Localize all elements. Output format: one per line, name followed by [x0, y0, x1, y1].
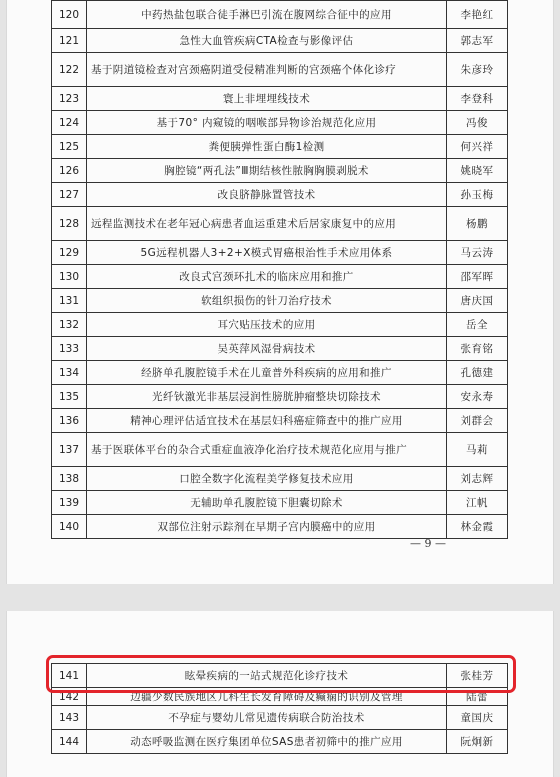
technology-title: 粪便胰弹性蛋白酶1检测: [87, 135, 447, 159]
table-row: [52, 491, 508, 515]
technology-title: 急性大血管疾病CTA检查与影像评估: [87, 29, 447, 53]
responsible-person: 马云涛: [447, 241, 508, 265]
table-row: [52, 207, 508, 241]
table-row: [52, 29, 508, 53]
technology-list-table-page-9: [51, 0, 508, 539]
technology-title: 基于70° 内窥镜的咽喉部异物诊治规范化应用: [87, 111, 447, 135]
responsible-person: 阮炯新: [447, 730, 508, 754]
responsible-person: 冯俊: [447, 111, 508, 135]
table-row: [52, 135, 508, 159]
row-number: 133: [52, 337, 87, 361]
technology-title: 改良式宫颈环扎术的临床应用和推广: [87, 265, 447, 289]
responsible-person: 安永寿: [447, 385, 508, 409]
row-number: 143: [52, 706, 87, 730]
row-number: 142: [52, 688, 87, 706]
table-row: [52, 706, 508, 730]
row-number: 129: [52, 241, 87, 265]
row-number: 144: [52, 730, 87, 754]
table-row: [52, 183, 508, 207]
responsible-person: 邵军晖: [447, 265, 508, 289]
row-number: 135: [52, 385, 87, 409]
page-number: — 9 —: [410, 537, 446, 550]
highlight-annotation-box: [46, 655, 516, 693]
table-row: [52, 241, 508, 265]
technology-title: 无辅助单孔腹腔镜下胆囊切除术: [87, 491, 447, 515]
row-number: 122: [52, 53, 87, 87]
technology-title: 动态呼吸监测在医疗集团单位SAS患者初筛中的推广应用: [87, 730, 447, 754]
table-row: [52, 265, 508, 289]
responsible-person: 马莉: [447, 433, 508, 467]
responsible-person: 朱彦玲: [447, 53, 508, 87]
technology-title: 基于医联体平台的杂合式重症血液净化治疗技术规范化应用与推广: [87, 433, 447, 467]
row-number: 138: [52, 467, 87, 491]
technology-title: 眩晕疾病的一站式规范化诊疗技术: [87, 664, 447, 688]
table-row: [52, 87, 508, 111]
row-number: 141: [52, 664, 87, 688]
row-number: 137: [52, 433, 87, 467]
table-row: [52, 313, 508, 337]
responsible-person: 林金霞: [447, 515, 508, 539]
table-row: [52, 433, 508, 467]
technology-title: 经脐单孔腹腔镜手术在儿童普外科疾病的应用和推广: [87, 361, 447, 385]
responsible-person: 唐庆国: [447, 289, 508, 313]
table-row: [52, 515, 508, 539]
row-number: 134: [52, 361, 87, 385]
table-row: [52, 53, 508, 87]
row-number: 121: [52, 29, 87, 53]
responsible-person: 江帆: [447, 491, 508, 515]
table-row: [52, 409, 508, 433]
row-number: 139: [52, 491, 87, 515]
responsible-person: 李艳红: [447, 1, 508, 29]
row-number: 136: [52, 409, 87, 433]
responsible-person: 陆蕾: [447, 688, 508, 706]
table-row: [52, 730, 508, 754]
table-row: [52, 159, 508, 183]
row-number: 140: [52, 515, 87, 539]
table-row: [52, 289, 508, 313]
responsible-person: 孙玉梅: [447, 183, 508, 207]
row-number: 128: [52, 207, 87, 241]
row-number: 120: [52, 1, 87, 29]
technology-title: 不孕症与婴幼儿常见遗传病联合防治技术: [87, 706, 447, 730]
table-row: [52, 467, 508, 491]
row-number: 127: [52, 183, 87, 207]
technology-title: 软组织损伤的针刀治疗技术: [87, 289, 447, 313]
table-row: [52, 111, 508, 135]
technology-title: 吴英萍风湿骨病技术: [87, 337, 447, 361]
row-number: 124: [52, 111, 87, 135]
responsible-person: 张育铭: [447, 337, 508, 361]
responsible-person: 杨鹏: [447, 207, 508, 241]
row-number: 131: [52, 289, 87, 313]
technology-title: 边疆少数民族地区儿科生长发育障碍及癫痫的识别及管理: [87, 688, 447, 706]
technology-title: 精神心理评估适宜技术在基层妇科癌症筛查中的推广应用: [87, 409, 447, 433]
responsible-person: 刘志辉: [447, 467, 508, 491]
responsible-person: 岳全: [447, 313, 508, 337]
technology-title: 中药热盐包联合徒手淋巴引流在腹网综合征中的应用: [87, 1, 447, 29]
responsible-person: 张桂芳: [447, 664, 508, 688]
responsible-person: 童国庆: [447, 706, 508, 730]
responsible-person: 姚晓军: [447, 159, 508, 183]
technology-title: 口腔全数字化流程美学修复技术应用: [87, 467, 447, 491]
responsible-person: 郭志军: [447, 29, 508, 53]
technology-title: 寰上非埋埋线技术: [87, 87, 447, 111]
row-number: 123: [52, 87, 87, 111]
responsible-person: 李登科: [447, 87, 508, 111]
table-row: [52, 361, 508, 385]
technology-title: 胸腔镜“两孔法”Ⅲ期结核性脓胸胸膜剥脱术: [87, 159, 447, 183]
technology-title: 5G远程机器人3+2+X模式胃癌根治性手术应用体系: [87, 241, 447, 265]
responsible-person: 孔德建: [447, 361, 508, 385]
row-number: 132: [52, 313, 87, 337]
technology-title: 改良脐静脉置管技术: [87, 183, 447, 207]
row-number: 125: [52, 135, 87, 159]
technology-title: 基于阴道镜检查对宫颈癌阴道受侵精准判断的宫颈癌个体化诊疗: [87, 53, 447, 87]
row-number: 126: [52, 159, 87, 183]
table-row: [52, 385, 508, 409]
technology-title: 远程监测技术在老年冠心病患者血运重建术后居家康复中的应用: [87, 207, 447, 241]
technology-title: 光纤钬激光非基层浸润性膀胱肿瘤整块切除技术: [87, 385, 447, 409]
row-number: 130: [52, 265, 87, 289]
table-row: [52, 337, 508, 361]
technology-title: 耳穴贴压技术的应用: [87, 313, 447, 337]
responsible-person: 刘群会: [447, 409, 508, 433]
technology-title: 双部位注射示踪剂在早期子宫内膜癌中的应用: [87, 515, 447, 539]
table-row: [52, 1, 508, 29]
responsible-person: 何兴祥: [447, 135, 508, 159]
